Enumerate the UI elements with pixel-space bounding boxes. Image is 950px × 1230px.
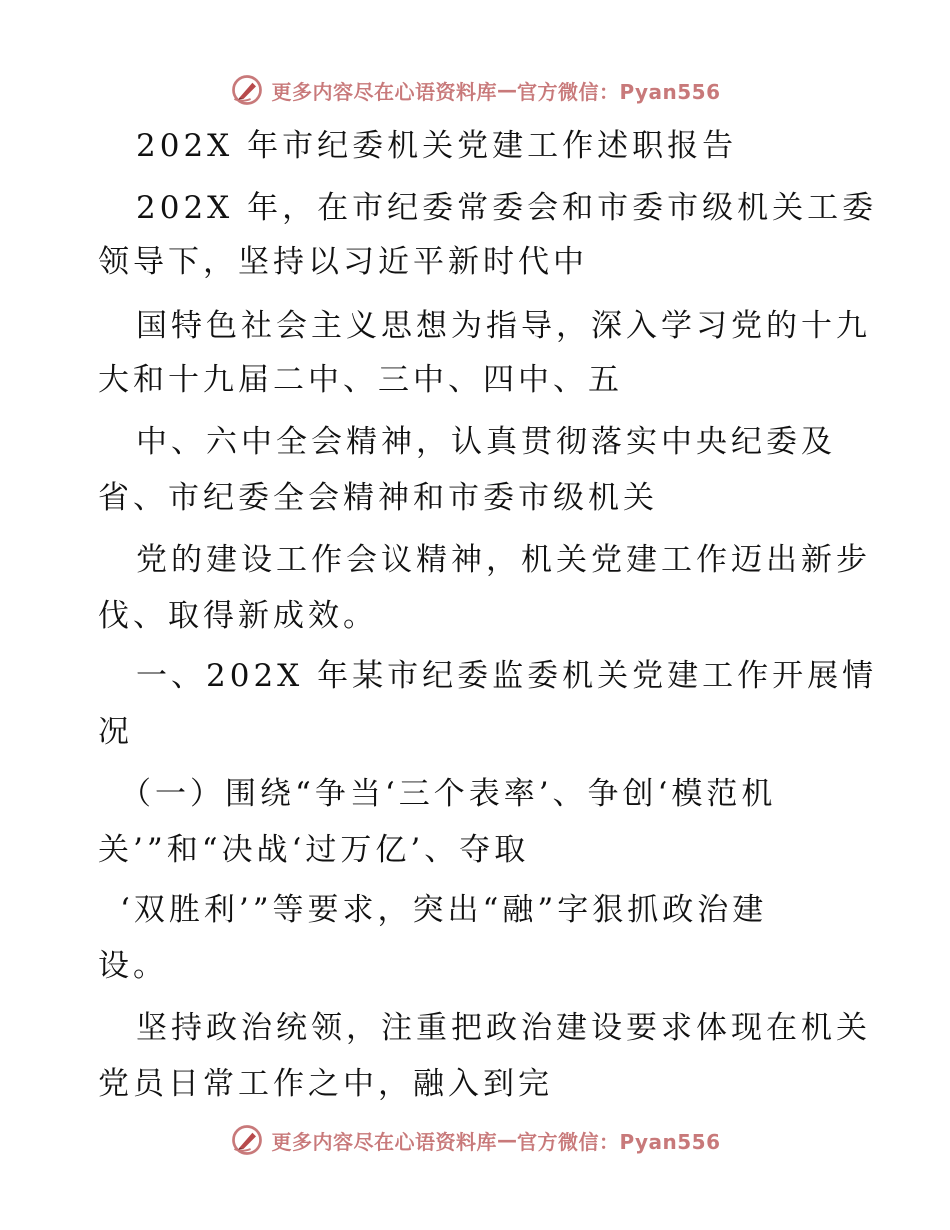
watermark-wechat: 官方微信：Pyan556 (516, 79, 721, 104)
section-heading: 一、202X 年某市纪委监委机关党建工作开展情 (136, 658, 878, 694)
text-line: 坚持政治统领，注重把政治建设要求体现在机关 (136, 1010, 871, 1046)
text-line: 中、六中全会精神，认真贯彻落实中央纪委及 (136, 424, 836, 460)
subsection-heading-cont: 关’”和“决战‘过万亿’、夺取 (98, 832, 530, 868)
document-title: 202X 年市纪委机关党建工作述职报告 (136, 128, 738, 164)
subsection-heading: （一）围绕“争当‘三个表率’、争创‘模范机 (120, 776, 777, 812)
section-heading-cont: 况 (98, 714, 133, 750)
text-line: 省、市纪委全会精神和市委市级机关 (98, 480, 658, 516)
text-line: 伐、取得新成效。 (98, 598, 378, 634)
subsection-heading-cont: 设。 (98, 948, 168, 984)
text-line: 党的建设工作会议精神，机关党建工作迈出新步 (136, 542, 871, 578)
text-line: 国特色社会主义思想为指导，深入学习党的十九 (136, 308, 871, 344)
text-line: 领导下，坚持以习近平新时代中 (98, 244, 588, 280)
pen-logo-icon (229, 1122, 265, 1158)
footer-watermark (0, 1120, 950, 1160)
watermark-wechat: 官方微信：Pyan556 (516, 1129, 721, 1154)
pen-logo-icon (229, 72, 265, 108)
subsection-heading-cont: ‘双胜利’”等要求，突出“融”字狠抓政治建 (120, 892, 768, 928)
header-watermark (0, 70, 950, 110)
watermark-separator: — (496, 1128, 517, 1152)
watermark-text: 更多内容尽在心语资料库 (271, 1129, 497, 1154)
watermark-text: 更多内容尽在心语资料库 (271, 79, 497, 104)
text-line: 大和十九届二中、三中、四中、五 (98, 362, 623, 398)
text-line: 202X 年，在市纪委常委会和市委市级机关工委 (136, 190, 878, 226)
watermark-separator: — (496, 78, 517, 102)
text-line: 党员日常工作之中，融入到完 (98, 1066, 553, 1102)
